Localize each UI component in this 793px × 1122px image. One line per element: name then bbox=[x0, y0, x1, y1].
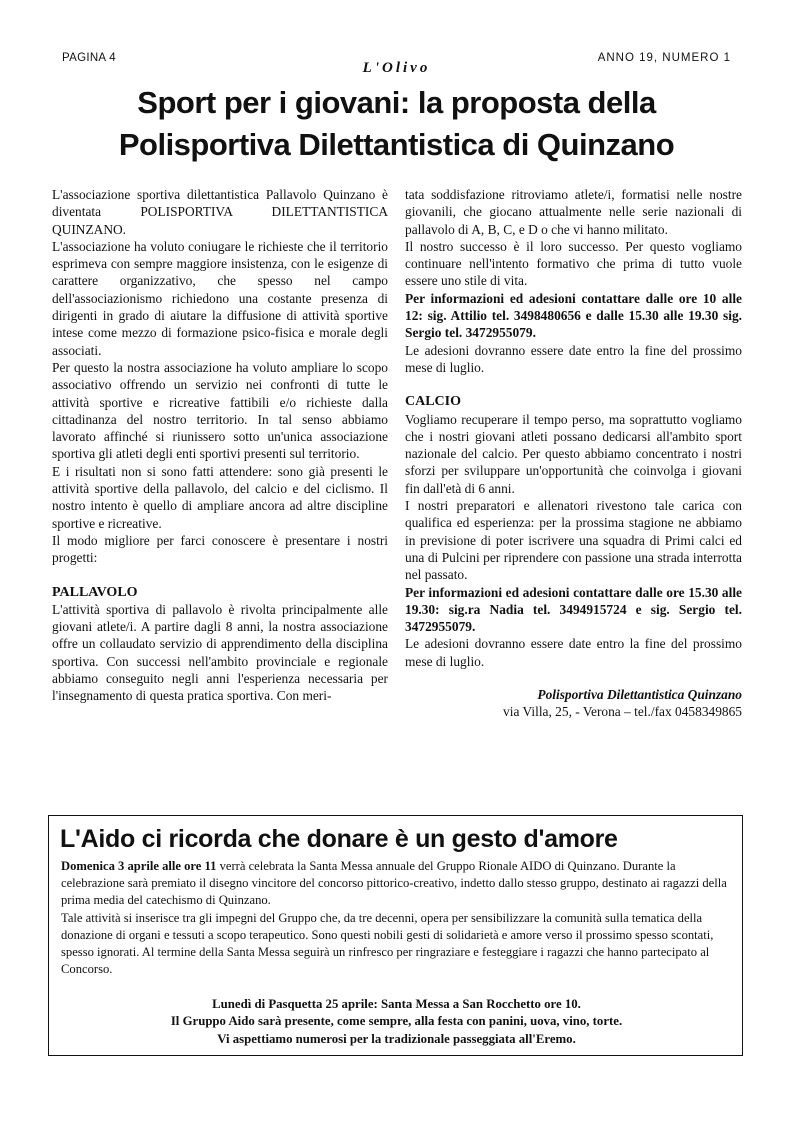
contact-info-text: Per informazioni ed adesioni contattare dalle ore 15.30 alle 19.30: sig.ra Nadia tel. 3494915724 e sig. Sergio tel. 3472955079. bbox=[405, 584, 742, 635]
aido-lead-bold: Domenica 3 aprile alle ore 11 bbox=[61, 859, 217, 873]
article-title-line-1: Sport per i giovani: la proposta della bbox=[137, 85, 656, 120]
aido-paragraph-2: Tale attività si inserisce tra gli impegni del Gruppo che, da tre decenni, opera per sensibilizzare la comunità sulla tematica della donazione di organi e tessuti a scopo terapeutico. Sono questi nobili gesti di solidarietà e amore verso il prossimo spesso scontati, spesso ignorati. Al termine della Santa Messa seguirà un rinfresco per ringraziare e festeggiare i ragazzi che hanno partecipato al Concorso. bbox=[61, 910, 714, 977]
paragraph: Il nostro successo è il loro successo. Per questo vogliamo continuare nell'intento formativo che prima di tutto vuole essere uno stile di vita. bbox=[405, 238, 742, 289]
issue-label: ANNO 19, NUMERO 1 bbox=[597, 52, 731, 64]
signature-address: via Villa, 25, - Verona – tel./fax 0458349865 bbox=[503, 704, 742, 720]
aido-announcement-box bbox=[48, 815, 743, 1056]
contact-info bbox=[405, 584, 742, 636]
contact-info bbox=[405, 290, 742, 342]
paragraph: Le adesioni dovranno essere date entro la fine del prossimo mese di luglio. bbox=[405, 636, 742, 669]
aido-body bbox=[61, 858, 729, 978]
aido-footer-line-2: Il Gruppo Aido sarà presente, come sempre, alla festa con panini, uova, vino, torte. bbox=[170, 1014, 623, 1029]
section-heading-pallavolo: PALLAVOLO bbox=[52, 584, 138, 600]
signature bbox=[405, 686, 742, 721]
paragraph: E i risultati non si sono fatti attendere: sono già presenti le attività sportive della pallavolo, del calcio e del ciclismo. Il nostro intento è quello di ampliare ancora ad altre discipline sportive e ricreative. bbox=[52, 463, 388, 531]
section-heading-calcio: CALCIO bbox=[405, 394, 462, 410]
article-title bbox=[40, 82, 753, 166]
aido-paragraph-1 bbox=[61, 858, 729, 910]
signature-organization: Polisportiva Dilettantistica Quinzano bbox=[537, 687, 742, 703]
page-number: PAGINA 4 bbox=[62, 52, 116, 64]
paragraph: I nostri preparatori e allenatori rivestono tale carica con qualifica ed esperienza: per la prossima stagione ne abbiamo in previsione di poter iscrivere una squadra di Primi calci ed una di Pulcini per riprendere con passione una strada interrotta nel passato. bbox=[405, 498, 742, 583]
paragraph: tata soddisfazione ritroviamo atlete/i, formatisi nelle nostre giovanili, che giocano attualmente nelle serie nazionali di pallavolo di A, B, C, e D o che vi hanno militato. bbox=[405, 187, 742, 237]
contact-info-text: Per informazioni ed adesioni contattare dalle ore 10 alle 12: sig. Attilio tel. 3498480656 e dalle 15.30 alle 19.30 sig. Sergio tel. 3472955079. bbox=[405, 290, 742, 341]
paragraph: L'associazione sportiva dilettantistica Pallavolo Quinzano è diventata POLISPORTIVA DILETTANTISTICA QUINZANO. bbox=[52, 187, 388, 237]
aido-footer bbox=[49, 996, 744, 1048]
paragraph: Vogliamo recuperare il tempo perso, ma soprattutto vogliamo che i nostri giovani atleti possano dedicarsi all'ambito sport nazionale del calcio. Per questo abbiamo concentrato i nostri sforzi per sviluppare un'opportunità che coinvolga i giovani fin dall'età di 6 anni. bbox=[405, 411, 742, 496]
article-title-line-2: Polisportiva Dilettantistica di Quinzano bbox=[118, 127, 675, 162]
paragraph: Le adesioni dovranno essere date entro la fine del prossimo mese di luglio. bbox=[405, 342, 742, 375]
masthead: L'Olivo bbox=[362, 60, 431, 76]
paragraph: L'attività sportiva di pallavolo è rivolta principalmente alle giovani atlete/i. A partire dagli 8 anni, la nostra associazione offre un collaudato servizio di apprendimento della disciplina sportiva. Con successi nell'ambito provinciale e regionale abbiamo conseguito negli anni l'esperienza necessaria per l'insegnamento di questa pratica sportiva. Con meri- bbox=[52, 601, 388, 704]
paragraph: L'associazione ha voluto coniugare le richieste che il territorio esprimeva con sempre maggiore insistenza, con le esigenze di carattere organizzativo, che spesso nel campo dell'associazionismo richiedono una costante presenza di dirigenti in grado di aiutare la diffusione di attività sportive intese come mezzo di formazione psico-fisica e morale degli associati. bbox=[52, 238, 388, 358]
article-left-column bbox=[52, 186, 388, 705]
aido-footer-line-1: Lunedì di Pasquetta 25 aprile: Santa Messa a San Rocchetto ore 10. bbox=[212, 997, 581, 1011]
aido-footer-line-3: Vi aspettiamo numerosi per la tradizionale passeggiata all'Eremo. bbox=[217, 1031, 576, 1046]
aido-lead-text: verrà celebrata la Santa Messa annuale del Gruppo Rionale AIDO di Quinzano. Durante la celebrazione sarà premiato il disegno vincitore del concorso pittorico-creativo, indetto dallo stesso gruppo, destinato ai ragazzi della prima media del catechismo di Quinzano. bbox=[61, 859, 727, 908]
aido-title: L'Aido ci ricorda che donare è un gesto d'amore bbox=[60, 825, 618, 853]
article-right-column bbox=[405, 186, 742, 721]
paragraph: Il modo migliore per farci conoscere è presentare i nostri progetti: bbox=[52, 532, 388, 566]
paragraph: Per questo la nostra associazione ha voluto ampliare lo scopo associativo offrendo un servizio nei confronti di tutte le attività sportive e ricreative fattibili e/o richieste dalla cittadinanza del nostro territorio. In tal senso abbiamo lavorato affinché si riunissero sotto un'unica associazione sportiva gli atleti degli enti sportivi presenti sul territorio. bbox=[52, 359, 388, 462]
